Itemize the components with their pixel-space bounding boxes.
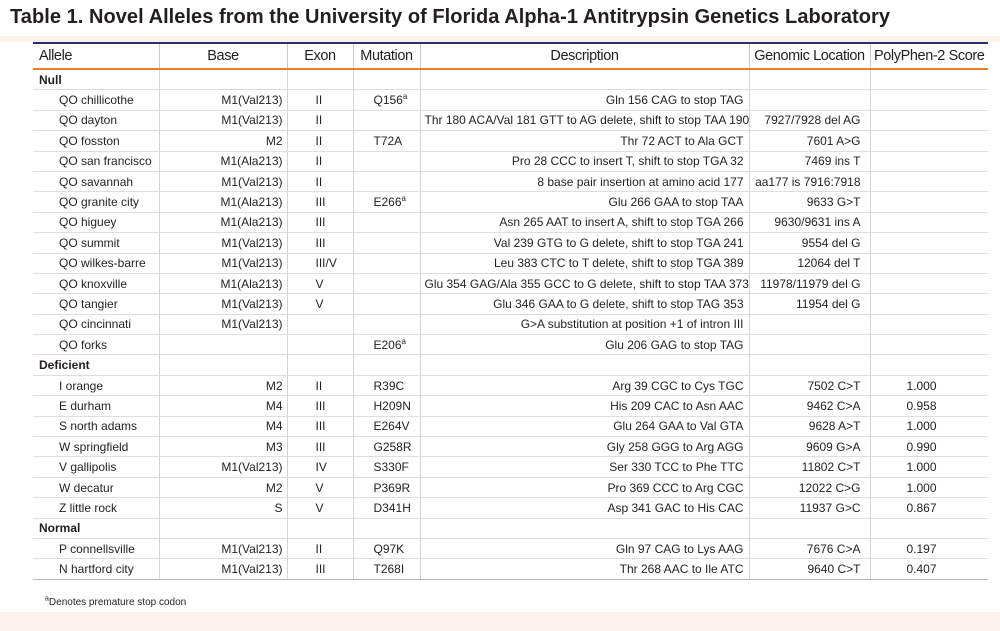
cell-genomic-location: 11954 del G	[749, 294, 870, 314]
group-label: Null	[33, 69, 159, 90]
table-row	[33, 396, 988, 416]
empty-cell	[749, 518, 870, 538]
cell-mutation	[353, 233, 420, 253]
table-title: Table 1. Novel Alleles from the University of Florida Alpha-1 Antitrypsin Genetics Laboratory	[10, 6, 891, 28]
cell-mutation	[353, 90, 420, 110]
cell-exon: II	[287, 151, 353, 171]
cell-exon: II	[287, 171, 353, 191]
cell-polyphen-score	[870, 212, 988, 232]
cell-polyphen-score	[870, 171, 988, 191]
cell-polyphen-score: 0.407	[870, 559, 988, 579]
cell-polyphen-score	[870, 314, 988, 334]
cell-description: 8 base pair insertion at amino acid 177	[420, 171, 749, 191]
cell-genomic-location: 12064 del T	[749, 253, 870, 273]
empty-cell	[353, 355, 420, 375]
cell-genomic-location: aa177 is 7916:7918	[749, 171, 870, 191]
cell-description: Glu 266 GAA to stop TAA	[420, 192, 749, 212]
cell-mutation	[353, 437, 420, 457]
cell-exon: V	[287, 294, 353, 314]
cell-base: M1(Val213)	[159, 314, 287, 334]
cell-allele: E durham	[33, 396, 159, 416]
cell-description: Leu 383 CTC to T delete, shift to stop TGA 389	[420, 253, 749, 273]
col-header-polyphen-score: PolyPhen-2 Score	[870, 43, 988, 69]
cell-base: M1(Val213)	[159, 457, 287, 477]
cell-genomic-location: 12022 C>G	[749, 477, 870, 497]
cell-polyphen-score	[870, 192, 988, 212]
cell-exon: II	[287, 538, 353, 558]
cell-description: Glu 346 GAA to G delete, shift to stop TAG 353	[420, 294, 749, 314]
cell-allele: W decatur	[33, 477, 159, 497]
cell-mutation	[353, 375, 420, 395]
cell-base: M1(Ala213)	[159, 273, 287, 293]
cell-exon: II	[287, 131, 353, 151]
cell-polyphen-score	[870, 151, 988, 171]
cell-polyphen-score	[870, 233, 988, 253]
mutation-text: Q97K	[373, 541, 405, 556]
cell-mutation	[353, 314, 420, 334]
empty-cell	[420, 518, 749, 538]
cell-mutation	[353, 538, 420, 558]
cell-polyphen-score: 1.000	[870, 416, 988, 436]
cell-genomic-location	[749, 335, 870, 355]
mutation-text: P369R	[373, 480, 411, 495]
cell-description: Thr 72 ACT to Ala GCT	[420, 131, 749, 151]
cell-base: M4	[159, 416, 287, 436]
cell-polyphen-score: 0.958	[870, 396, 988, 416]
cell-allele: QO fosston	[33, 131, 159, 151]
cell-base: M1(Val213)	[159, 233, 287, 253]
cell-mutation	[353, 396, 420, 416]
cell-genomic-location: 9554 del G	[749, 233, 870, 253]
cell-mutation	[353, 131, 420, 151]
col-header-exon: Exon	[287, 43, 353, 69]
table-row	[33, 559, 988, 579]
cell-exon: II	[287, 110, 353, 130]
cell-genomic-location: 9633 G>T	[749, 192, 870, 212]
cell-polyphen-score: 1.000	[870, 457, 988, 477]
cell-mutation	[353, 457, 420, 477]
cell-polyphen-score: 0.990	[870, 437, 988, 457]
cell-mutation	[353, 110, 420, 130]
table-row	[33, 498, 988, 518]
cell-description: Asn 265 AAT to insert A, shift to stop TGA 266	[420, 212, 749, 232]
cell-mutation	[353, 416, 420, 436]
table-row	[33, 212, 988, 232]
empty-cell	[749, 69, 870, 90]
cell-exon: IV	[287, 457, 353, 477]
col-header-base: Base	[159, 43, 287, 69]
col-header-description: Description	[420, 43, 749, 69]
empty-cell	[870, 518, 988, 538]
cell-base: M1(Ala213)	[159, 192, 287, 212]
cell-description: Val 239 GTG to G delete, shift to stop TGA 241	[420, 233, 749, 253]
empty-cell	[353, 518, 420, 538]
cell-mutation	[353, 273, 420, 293]
cell-exon: III	[287, 192, 353, 212]
empty-cell	[159, 518, 287, 538]
header-row	[33, 43, 988, 69]
cell-allele: QO san francisco	[33, 151, 159, 171]
cell-genomic-location: 9462 C>A	[749, 396, 870, 416]
cell-exon: V	[287, 273, 353, 293]
cell-mutation	[353, 335, 420, 355]
cell-base: M1(Val213)	[159, 253, 287, 273]
cell-base: M2	[159, 477, 287, 497]
cell-mutation	[353, 477, 420, 497]
empty-cell	[287, 518, 353, 538]
cell-allele: QO granite city	[33, 192, 159, 212]
mutation-superscript: a	[401, 194, 406, 204]
group-row	[33, 518, 988, 538]
cell-allele: QO chillicothe	[33, 90, 159, 110]
alleles-table	[33, 42, 988, 580]
cell-exon: V	[287, 477, 353, 497]
cell-base: M1(Ala213)	[159, 212, 287, 232]
cell-exon: III	[287, 233, 353, 253]
table-row	[33, 151, 988, 171]
cell-mutation	[353, 253, 420, 273]
cell-allele: QO summit	[33, 233, 159, 253]
cell-base: M1(Val213)	[159, 171, 287, 191]
cell-genomic-location: 7601 A>G	[749, 131, 870, 151]
cell-base: M1(Ala213)	[159, 151, 287, 171]
cell-allele: QO wilkes-barre	[33, 253, 159, 273]
mutation-text: E264V	[373, 419, 410, 434]
cell-allele: Z little rock	[33, 498, 159, 518]
cell-description: Pro 369 CCC to Arg CGC	[420, 477, 749, 497]
cell-description: Arg 39 CGC to Cys TGC	[420, 375, 749, 395]
empty-cell	[870, 355, 988, 375]
cell-allele: W springfield	[33, 437, 159, 457]
cell-exon: III	[287, 559, 353, 579]
table-row	[33, 416, 988, 436]
table-body	[33, 69, 988, 579]
col-header-allele: Allele	[33, 43, 159, 69]
group-row	[33, 355, 988, 375]
cell-mutation	[353, 212, 420, 232]
cell-polyphen-score	[870, 273, 988, 293]
mutation-superscript: a	[401, 336, 406, 346]
empty-cell	[870, 69, 988, 90]
cell-allele: QO cincinnati	[33, 314, 159, 334]
cell-description: His 209 CAC to Asn AAC	[420, 396, 749, 416]
cell-polyphen-score: 0.197	[870, 538, 988, 558]
empty-cell	[159, 355, 287, 375]
cell-genomic-location: 7927/7928 del AG	[749, 110, 870, 130]
cell-genomic-location: 7502 C>T	[749, 375, 870, 395]
cell-allele: QO tangier	[33, 294, 159, 314]
cell-genomic-location	[749, 314, 870, 334]
col-header-genomic-location: Genomic Location	[749, 43, 870, 69]
cell-genomic-location: 9609 G>A	[749, 437, 870, 457]
table-row	[33, 131, 988, 151]
mutation-text: G258R	[373, 439, 412, 454]
cell-genomic-location: 9628 A>T	[749, 416, 870, 436]
mutation-text: T268I	[373, 562, 405, 577]
table-row	[33, 335, 988, 355]
group-label: Deficient	[33, 355, 159, 375]
cell-exon: II	[287, 375, 353, 395]
cell-allele: QO knoxville	[33, 273, 159, 293]
cell-genomic-location: 11802 C>T	[749, 457, 870, 477]
cell-description: Gln 156 CAG to stop TAG	[420, 90, 749, 110]
cell-polyphen-score: 1.000	[870, 477, 988, 497]
cell-exon: III	[287, 437, 353, 457]
cell-mutation	[353, 498, 420, 518]
group-row	[33, 69, 988, 90]
cell-genomic-location: 9630/9631 ins A	[749, 212, 870, 232]
cell-description: Asp 341 GAC to His CAC	[420, 498, 749, 518]
cell-description: Glu 206 GAG to stop TAG	[420, 335, 749, 355]
cell-genomic-location: 11937 G>C	[749, 498, 870, 518]
cell-description: Gln 97 CAG to Lys AAG	[420, 538, 749, 558]
cell-description: Thr 268 AAC to Ile ATC	[420, 559, 749, 579]
cell-exon: II	[287, 90, 353, 110]
cell-base: M1(Val213)	[159, 559, 287, 579]
cell-base: M4	[159, 396, 287, 416]
footnote	[45, 597, 186, 608]
cell-description: Ser 330 TCC to Phe TTC	[420, 457, 749, 477]
cell-polyphen-score	[870, 90, 988, 110]
cell-base: S	[159, 498, 287, 518]
footnote-text: Denotes premature stop codon	[48, 597, 187, 608]
cell-allele: S north adams	[33, 416, 159, 436]
cell-genomic-location	[749, 90, 870, 110]
cell-genomic-location: 11978/11979 del G	[749, 273, 870, 293]
cell-description: G>A substitution at position +1 of intron III	[420, 314, 749, 334]
empty-cell	[420, 355, 749, 375]
cell-description: Gly 258 GGG to Arg AGG	[420, 437, 749, 457]
cell-base: M1(Val213)	[159, 110, 287, 130]
table-row	[33, 457, 988, 477]
cell-exon	[287, 314, 353, 334]
cell-mutation	[353, 192, 420, 212]
cell-polyphen-score	[870, 110, 988, 130]
mutation-text: Q156	[373, 93, 403, 108]
cell-base: M2	[159, 131, 287, 151]
mutation-text: E266	[373, 195, 402, 210]
cell-description: Thr 180 ACA/Val 181 GTT to AG delete, shift to stop TAA 190	[420, 110, 749, 130]
cell-base: M2	[159, 375, 287, 395]
empty-cell	[353, 69, 420, 90]
group-label: Normal	[33, 518, 159, 538]
cell-mutation	[353, 171, 420, 191]
cell-base: M1(Val213)	[159, 294, 287, 314]
empty-cell	[420, 69, 749, 90]
cell-exon: III	[287, 416, 353, 436]
cell-allele: QO dayton	[33, 110, 159, 130]
mutation-superscript: a	[402, 92, 408, 102]
mutation-text: R39C	[373, 378, 405, 393]
table-row	[33, 477, 988, 497]
empty-cell	[749, 355, 870, 375]
cell-genomic-location: 7469 ins T	[749, 151, 870, 171]
table-row	[33, 253, 988, 273]
cell-polyphen-score	[870, 294, 988, 314]
cell-description: Pro 28 CCC to insert T, shift to stop TGA 32	[420, 151, 749, 171]
cell-exon: III	[287, 212, 353, 232]
table-row	[33, 110, 988, 130]
mutation-text: E206	[373, 337, 402, 352]
cell-description: Glu 354 GAG/Ala 355 GCC to G delete, shift to stop TAA 373	[420, 273, 749, 293]
table-row	[33, 192, 988, 212]
cell-allele: QO forks	[33, 335, 159, 355]
cell-genomic-location: 7676 C>A	[749, 538, 870, 558]
cell-allele: V gallipolis	[33, 457, 159, 477]
cell-mutation	[353, 151, 420, 171]
empty-cell	[287, 69, 353, 90]
footer-band	[0, 612, 1000, 631]
table-row	[33, 273, 988, 293]
cell-polyphen-score: 1.000	[870, 375, 988, 395]
cell-allele: I orange	[33, 375, 159, 395]
cell-mutation	[353, 294, 420, 314]
cell-description: Glu 264 GAA to Val GTA	[420, 416, 749, 436]
table-row	[33, 233, 988, 253]
cell-allele: QO savannah	[33, 171, 159, 191]
footnote-marker: a	[45, 595, 49, 603]
cell-mutation	[353, 559, 420, 579]
mutation-text: T72A	[373, 133, 403, 148]
cell-polyphen-score: 0.867	[870, 498, 988, 518]
empty-cell	[287, 355, 353, 375]
col-header-mutation: Mutation	[353, 43, 420, 69]
cell-base: M1(Val213)	[159, 90, 287, 110]
cell-polyphen-score	[870, 335, 988, 355]
table-row	[33, 375, 988, 395]
cell-genomic-location: 9640 C>T	[749, 559, 870, 579]
cell-allele: P connellsville	[33, 538, 159, 558]
cell-base: M3	[159, 437, 287, 457]
table-row	[33, 171, 988, 191]
cell-polyphen-score	[870, 253, 988, 273]
table-row	[33, 437, 988, 457]
cell-polyphen-score	[870, 131, 988, 151]
cell-exon: III/V	[287, 253, 353, 273]
table-row	[33, 90, 988, 110]
cell-exon: V	[287, 498, 353, 518]
empty-cell	[159, 69, 287, 90]
cell-exon: III	[287, 396, 353, 416]
cell-base: M1(Val213)	[159, 538, 287, 558]
cell-exon	[287, 335, 353, 355]
cell-base	[159, 335, 287, 355]
cell-allele: QO higuey	[33, 212, 159, 232]
table-row	[33, 314, 988, 334]
table-row	[33, 538, 988, 558]
mutation-text: D341H	[373, 500, 411, 515]
table-row	[33, 294, 988, 314]
mutation-text: H209N	[373, 398, 411, 413]
cell-allele: N hartford city	[33, 559, 159, 579]
mutation-text: S330F	[373, 460, 409, 475]
